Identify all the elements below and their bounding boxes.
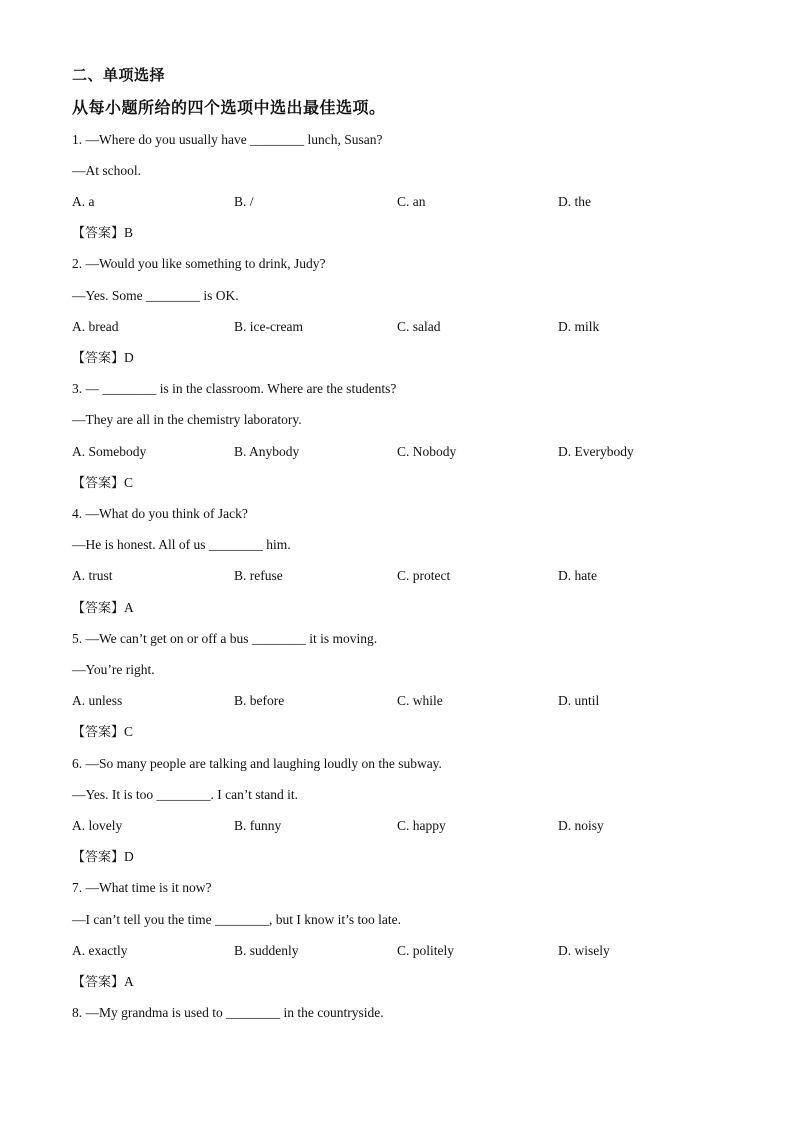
question-5-option-b: B. before bbox=[234, 693, 285, 708]
question-2-stem: 2. —Would you like something to drink, Judy? bbox=[72, 256, 326, 271]
question-2-option-d: D. milk bbox=[558, 319, 600, 334]
question-7-response: —I can’t tell you the time ________, but I know it’s too late. bbox=[72, 912, 401, 927]
question-7-stem: 7. —What time is it now? bbox=[72, 880, 212, 895]
question-1-option-a: A. a bbox=[72, 194, 95, 209]
instruction: 从每小题所给的四个选项中选出最佳选项。 bbox=[72, 98, 386, 117]
question-3-option-a: A. Somebody bbox=[72, 444, 147, 459]
answer-value: A bbox=[124, 974, 134, 989]
question-6-response: —Yes. It is too ________. I can’t stand it. bbox=[72, 787, 298, 802]
question-2-option-c: C. salad bbox=[397, 319, 441, 334]
question-6-stem: 6. —So many people are talking and laughing loudly on the subway. bbox=[72, 756, 442, 771]
question-1-answer bbox=[72, 224, 133, 243]
question-4-option-c: C. protect bbox=[397, 568, 451, 583]
answer-value: D bbox=[124, 350, 134, 365]
question-2-answer bbox=[72, 349, 134, 368]
question-3-answer bbox=[72, 474, 133, 493]
question-3-response: —They are all in the chemistry laboratory. bbox=[72, 412, 302, 427]
question-2-response: —Yes. Some ________ is OK. bbox=[72, 288, 239, 303]
question-3-option-b: B. Anybody bbox=[234, 444, 300, 459]
answer-value: C bbox=[124, 475, 134, 490]
question-1-option-c: C. an bbox=[397, 194, 426, 209]
question-7-option-a: A. exactly bbox=[72, 943, 128, 958]
question-4-option-d: D. hate bbox=[558, 568, 597, 583]
section-title: 二、单项选择 bbox=[72, 66, 166, 84]
question-1-response: —At school. bbox=[72, 163, 141, 178]
question-6-option-d: D. noisy bbox=[558, 818, 604, 833]
question-7-answer bbox=[72, 973, 134, 992]
question-5-answer bbox=[72, 723, 133, 742]
question-7-option-c: C. politely bbox=[397, 943, 454, 958]
question-2-option-b: B. ice-cream bbox=[234, 319, 303, 334]
question-3-option-c: C. Nobody bbox=[397, 444, 457, 459]
question-4-option-a: A. trust bbox=[72, 568, 113, 583]
question-1-option-d: D. the bbox=[558, 194, 591, 209]
question-3-option-d: D. Everybody bbox=[558, 444, 634, 459]
answer-value: C bbox=[124, 724, 134, 739]
answer-tag: 【答案】 bbox=[72, 725, 125, 740]
question-1-option-b: B. / bbox=[234, 194, 254, 209]
question-5-option-d: D. until bbox=[558, 693, 600, 708]
question-4-response: —He is honest. All of us ________ him. bbox=[72, 537, 291, 552]
question-5-option-c: C. while bbox=[397, 693, 443, 708]
question-4-answer bbox=[72, 599, 134, 618]
question-5-option-a: A. unless bbox=[72, 693, 123, 708]
answer-tag: 【答案】 bbox=[72, 850, 125, 865]
answer-tag: 【答案】 bbox=[72, 975, 125, 990]
question-4-stem: 4. —What do you think of Jack? bbox=[72, 506, 248, 521]
answer-tag: 【答案】 bbox=[72, 601, 125, 616]
question-6-option-a: A. lovely bbox=[72, 818, 123, 833]
question-7-option-b: B. suddenly bbox=[234, 943, 299, 958]
answer-value: A bbox=[124, 600, 134, 615]
question-1-stem: 1. —Where do you usually have ________ lunch, Susan? bbox=[72, 132, 383, 147]
question-5-response: —You’re right. bbox=[72, 662, 155, 677]
question-6-answer bbox=[72, 848, 134, 867]
question-7-option-d: D. wisely bbox=[558, 943, 610, 958]
question-5-stem: 5. —We can’t get on or off a bus ________ it is moving. bbox=[72, 631, 378, 646]
question-6-option-b: B. funny bbox=[234, 818, 282, 833]
answer-tag: 【答案】 bbox=[72, 226, 125, 241]
question-2-option-a: A. bread bbox=[72, 319, 119, 334]
answer-value: B bbox=[124, 225, 134, 240]
answer-value: D bbox=[124, 849, 134, 864]
answer-tag: 【答案】 bbox=[72, 351, 125, 366]
answer-tag: 【答案】 bbox=[72, 476, 125, 491]
question-3-stem: 3. — ________ is in the classroom. Where are the students? bbox=[72, 381, 397, 396]
question-4-option-b: B. refuse bbox=[234, 568, 283, 583]
question-6-option-c: C. happy bbox=[397, 818, 446, 833]
question-8-stem: 8. —My grandma is used to ________ in the countryside. bbox=[72, 1005, 384, 1020]
